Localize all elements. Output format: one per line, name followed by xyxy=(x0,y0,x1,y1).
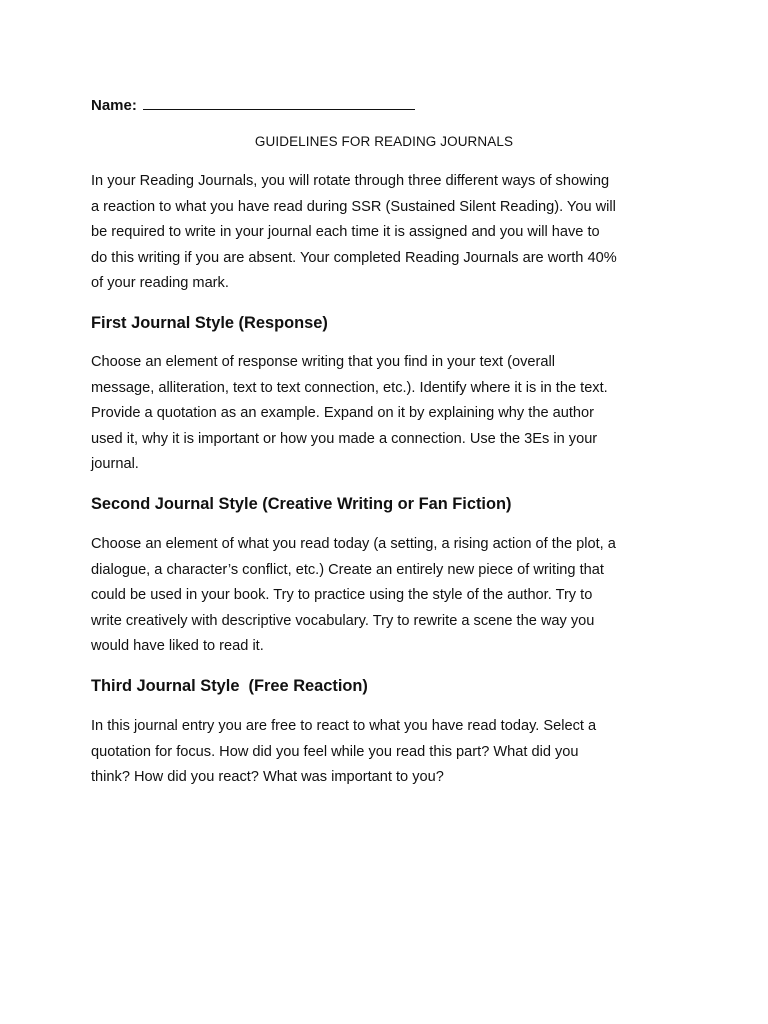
intro-paragraph: In your Reading Journals, you will rotate through three different ways of showing a reaction to what you have read during SSR (Sustained Silent Reading). You will be required to write in your journal each time it is assigned and you will have to do this writing if you are absent. Your completed Reading Journals are worth 40% of your reading mark. xyxy=(91,173,617,292)
section-body-creative-writing: Choose an element of what you read today (a setting, a rising action of the plot, a dialogue, a character’s conflict, etc.) Create an entirely new piece of writing that could be used in your book. Try to practice using the style of the author. Try to write creatively with descriptive vocabulary. Try to rewrite a scene the way you would have liked to read it. xyxy=(91,536,616,655)
document-title: GUIDELINES FOR READING JOURNALS xyxy=(254,134,514,149)
section-body-response: Choose an element of response writing that you find in your text (overall message, alliteration, text to text connection, etc.). Identify where it is in the text. Provide a quotation as an example. Expand on it by explaining why the author used it, why it is important or how you made a connection. Use the 3Es in your journal. xyxy=(91,354,608,473)
name-blank-line xyxy=(143,95,415,110)
section-body-free-reaction: In this journal entry you are free to react to what you have read today. Select a quotation for focus. How did you feel while you read this part? What did you think? How did you react? What was important to you? xyxy=(91,718,597,786)
name-label: Name: xyxy=(91,97,137,114)
section-heading-creative-writing: Second Journal Style (Creative Writing or Fan Fiction) xyxy=(91,495,512,513)
name-field xyxy=(91,95,415,116)
section-heading-response: First Journal Style (Response) xyxy=(91,314,328,332)
section-heading-free-reaction: Third Journal Style (Free Reaction) xyxy=(91,677,368,695)
